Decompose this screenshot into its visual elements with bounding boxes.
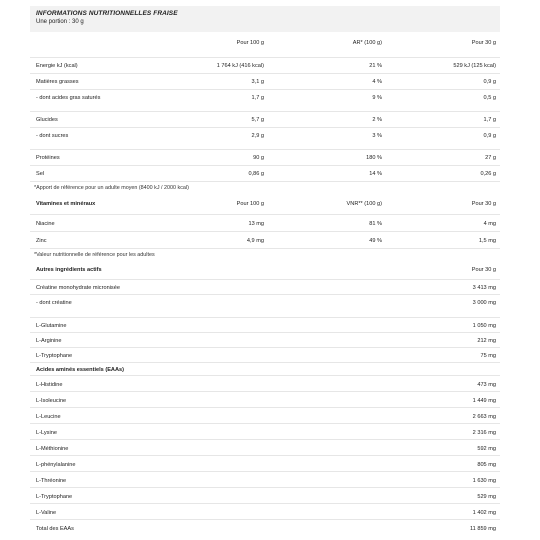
eaa-header-row xyxy=(30,363,500,376)
row-value: 1 630 mg xyxy=(472,478,496,484)
vnr-footnote: *Valeur nutritionnelle de référence pour les adultes xyxy=(34,252,155,258)
row-per100: 1 764 kJ (416 kcal) xyxy=(216,63,264,69)
row-ar: 4 % xyxy=(372,79,382,85)
table-row xyxy=(30,472,500,488)
row-per100: 3,1 g xyxy=(251,79,264,85)
row-per30: 4 mg xyxy=(483,221,496,227)
col-per100: Pour 100 g xyxy=(236,40,264,46)
table-row xyxy=(30,150,500,166)
row-label: Matières grasses xyxy=(36,79,79,85)
row-label: L-Histidine xyxy=(36,382,63,388)
row-per30: 1,7 g xyxy=(483,117,496,123)
table-row xyxy=(30,215,500,232)
row-per100: 90 g xyxy=(253,155,264,161)
row-value: 1 050 mg xyxy=(472,323,496,329)
row-ar: 14 % xyxy=(369,171,382,177)
row-label: Sel xyxy=(36,171,45,177)
col-per30: Pour 30 g xyxy=(471,267,496,273)
table-row xyxy=(30,348,500,363)
table-row xyxy=(30,392,500,408)
row-value: 2 316 mg xyxy=(472,430,496,436)
table-row xyxy=(30,280,500,295)
row-ar: 9 % xyxy=(372,95,382,101)
row-value: 2 663 mg xyxy=(472,414,496,420)
col-per30: Pour 30 g xyxy=(471,201,496,207)
row-per100: 1,7 g xyxy=(251,95,264,101)
row-value: 75 mg xyxy=(480,353,496,359)
row-value: 473 mg xyxy=(477,382,496,388)
table-row xyxy=(30,112,500,128)
row-ar: 180 % xyxy=(366,155,382,161)
row-value: 11 859 mg xyxy=(469,526,496,532)
row-per30: 0,5 g xyxy=(483,95,496,101)
row-value: 1 449 mg xyxy=(472,398,496,404)
table-row xyxy=(30,58,500,74)
row-label: Niacine xyxy=(36,221,55,227)
table-row xyxy=(30,166,500,182)
row-label: Zinc xyxy=(36,238,47,244)
col-per100: Pour 100 g xyxy=(236,201,264,207)
row-per100: 2,9 g xyxy=(251,133,264,139)
row-label: Glucides xyxy=(36,117,58,123)
col-ar: AR* (100 g) xyxy=(352,40,382,46)
row-per100: 5,7 g xyxy=(251,117,264,123)
table-row xyxy=(30,520,500,536)
row-per100: 0,86 g xyxy=(248,171,264,177)
eaa-title: Acides aminés essentiels (EAAs) xyxy=(36,367,124,373)
nutrition-header-row xyxy=(30,32,500,58)
row-label: L-Tryptophane xyxy=(36,353,73,359)
row-per30: 0,9 g xyxy=(483,79,496,85)
table-row xyxy=(30,376,500,392)
row-value: 529 mg xyxy=(477,494,496,500)
row-label: - dont acides gras saturés xyxy=(36,95,101,101)
row-label: Créatine monohydrate micronisée xyxy=(36,285,120,291)
table-row xyxy=(30,504,500,520)
info-header xyxy=(30,6,500,32)
row-per100: 13 mg xyxy=(248,221,264,227)
actives-title: Autres ingrédients actifs xyxy=(36,267,102,273)
row-label: L-phénylalanine xyxy=(36,462,76,468)
row-label: L-Isoleucine xyxy=(36,398,67,404)
row-vnr: 81 % xyxy=(369,221,382,227)
vitamins-header-row xyxy=(30,195,500,215)
row-ar: 21 % xyxy=(369,63,382,69)
table-row xyxy=(30,232,500,249)
row-label: L-Glutamine xyxy=(36,323,67,329)
row-label: L-Arginine xyxy=(36,338,62,344)
row-label: L-Valine xyxy=(36,510,57,516)
table-row xyxy=(30,440,500,456)
row-value: 592 mg xyxy=(477,446,496,452)
row-ar: 2 % xyxy=(372,117,382,123)
row-value: 3 413 mg xyxy=(472,285,496,291)
actives-header-row xyxy=(30,262,500,280)
row-per30: 27 g xyxy=(485,155,496,161)
row-label: L-Méthionine xyxy=(36,446,69,452)
row-per30: 0,26 g xyxy=(480,171,496,177)
row-per30: 529 kJ (125 kcal) xyxy=(453,63,496,69)
row-value: 3 000 mg xyxy=(472,300,496,306)
row-label: L-Thréonine xyxy=(36,478,67,484)
table-row xyxy=(30,90,500,112)
col-per30: Pour 30 g xyxy=(471,40,496,46)
table-row xyxy=(30,424,500,440)
row-per30: 0,9 g xyxy=(483,133,496,139)
table-row xyxy=(30,318,500,333)
table-row xyxy=(30,456,500,472)
ar-footnote: *Apport de référence pour un adulte moyen (8400 kJ / 2000 kcal) xyxy=(34,185,189,191)
row-label: L-Lysine xyxy=(36,430,57,436)
portion-size: Une portion : 30 g xyxy=(36,19,84,25)
row-label: Energie kJ (kcal) xyxy=(36,63,78,69)
col-vnr: VNR** (100 g) xyxy=(346,201,382,207)
table-row xyxy=(30,333,500,348)
row-label: - dont sucres xyxy=(36,133,69,139)
row-value: 805 mg xyxy=(477,462,496,468)
table-row xyxy=(30,408,500,424)
row-label: L-Tryptophane xyxy=(36,494,73,500)
row-ar: 3 % xyxy=(372,133,382,139)
table-row xyxy=(30,488,500,504)
row-per100: 4,9 mg xyxy=(246,238,264,244)
table-row xyxy=(30,295,500,318)
vitamins-title: Vitamines et minéraux xyxy=(36,201,96,207)
row-per30: 1,5 mg xyxy=(478,238,496,244)
table-row xyxy=(30,74,500,90)
row-label: - dont créatine xyxy=(36,300,72,306)
row-vnr: 49 % xyxy=(369,238,382,244)
info-title: INFORMATIONS NUTRITIONNELLES FRAISE xyxy=(36,10,178,17)
row-label: L-Leucine xyxy=(36,414,61,420)
row-value: 212 mg xyxy=(477,338,496,344)
row-value: 1 402 mg xyxy=(472,510,496,516)
row-label: Total des EAAs xyxy=(36,526,74,532)
nutrition-facts xyxy=(30,6,500,536)
row-label: Protéines xyxy=(36,155,60,161)
table-row xyxy=(30,128,500,150)
